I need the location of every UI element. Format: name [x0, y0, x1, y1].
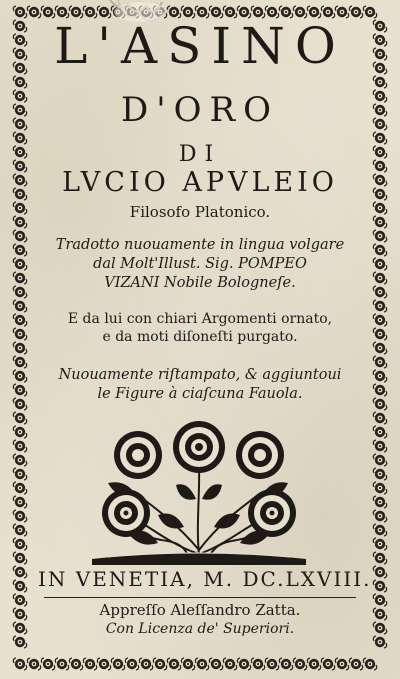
fleuron-ornament	[373, 188, 386, 200]
fleuron-ornament	[13, 272, 26, 284]
author-name: LVCIO APVLEIO	[62, 167, 338, 198]
fleuron-ornament	[373, 202, 386, 214]
fleuron-ornament	[373, 398, 386, 410]
author-subtitle: Filosofo Platonico.	[129, 203, 271, 221]
fleuron-ornament	[153, 658, 166, 670]
argument-line-2: e da moti diſoneſti purgato.	[102, 329, 298, 345]
fleuron-ornament	[13, 300, 26, 312]
fleuron-ornament	[139, 658, 152, 670]
fleuron-ornament	[13, 468, 26, 480]
fleuron-ornament	[13, 118, 26, 130]
fleuron-ornament	[13, 188, 26, 200]
fleuron-ornament	[13, 244, 26, 256]
fleuron-ornament	[13, 132, 26, 144]
fleuron-ornament	[373, 552, 386, 564]
fleuron-ornament	[111, 658, 124, 670]
fleuron-ornament	[13, 426, 26, 438]
fleuron-ornament	[373, 566, 386, 578]
fleuron-ornament	[349, 658, 362, 670]
fleuron-ornament	[265, 658, 278, 670]
fleuron-ornament	[373, 608, 386, 620]
fleuron-ornament	[373, 34, 386, 46]
fleuron-ornament	[13, 328, 26, 340]
fleuron-ornament	[373, 426, 386, 438]
fleuron-ornament	[373, 412, 386, 424]
fleuron-ornament	[13, 482, 26, 494]
fleuron-ornament	[373, 482, 386, 494]
translation-line-3: VIZANI Nobile Bologneſe.	[104, 275, 296, 291]
title-line-2: D'ORO	[121, 90, 279, 130]
fleuron-ornament	[363, 6, 376, 18]
fleuron-ornament	[363, 658, 376, 670]
fleuron-ornament	[373, 20, 386, 32]
translation-line-2: dal Molt'Illust. Sig. POMPEO	[93, 256, 307, 272]
fleuron-ornament	[373, 636, 386, 648]
fleuron-ornament	[293, 658, 306, 670]
fleuron-ornament	[69, 658, 82, 670]
city-and-date: IN VENETIA, M. DC.LXVIII.	[38, 567, 372, 591]
fleuron-ornament	[13, 216, 26, 228]
fleuron-ornament	[13, 412, 26, 424]
fleuron-ornament	[373, 160, 386, 172]
fleuron-ornament	[373, 286, 386, 298]
fleuron-ornament	[13, 62, 26, 74]
fleuron-ornament	[13, 510, 26, 522]
fleuron-ornament	[13, 552, 26, 564]
fleuron-ornament	[13, 160, 26, 172]
fleuron-ornament	[195, 658, 208, 670]
title-line-3: DI	[178, 142, 222, 167]
fleuron-ornament	[335, 658, 348, 670]
fleuron-ornament	[373, 300, 386, 312]
fleuron-ornament	[13, 146, 26, 158]
fleuron-ornament	[13, 356, 26, 368]
fleuron-ornament	[373, 580, 386, 592]
fleuron-ornament	[13, 398, 26, 410]
fleuron-ornament	[373, 230, 386, 242]
fleuron-ornament	[125, 658, 138, 670]
fleuron-ornament	[209, 658, 222, 670]
fleuron-ornament	[373, 440, 386, 452]
fleuron-ornament	[13, 342, 26, 354]
fleuron-ornament	[373, 594, 386, 606]
fleuron-ornament	[373, 272, 386, 284]
translation-line-1: Tradotto nuouamente in lingua volgare	[55, 237, 345, 253]
fleuron-ornament	[373, 342, 386, 354]
fleuron-ornament	[13, 538, 26, 550]
fleuron-ornament	[97, 658, 110, 670]
fleuron-ornament	[373, 538, 386, 550]
fleuron-ornament	[373, 146, 386, 158]
fleuron-ornament	[13, 594, 26, 606]
fleuron-ornament	[373, 356, 386, 368]
title-line-1: L'ASINO	[54, 17, 346, 75]
fleuron-ornament	[373, 370, 386, 382]
fleuron-ornament	[223, 658, 236, 670]
fleuron-ornament	[13, 622, 26, 634]
fleuron-ornament	[13, 230, 26, 242]
fleuron-ornament	[13, 496, 26, 508]
fleuron-ornament	[373, 314, 386, 326]
publisher-line: Appreſſo Aleſſandro Zatta.	[99, 601, 301, 619]
fleuron-ornament	[13, 258, 26, 270]
fleuron-ornament	[321, 658, 334, 670]
fleuron-ornament	[13, 636, 26, 648]
fleuron-ornament	[13, 76, 26, 88]
fleuron-ornament	[373, 496, 386, 508]
fleuron-ornament	[13, 580, 26, 592]
fleuron-ornament	[373, 118, 386, 130]
fleuron-ornament	[55, 658, 68, 670]
fleuron-ornament	[13, 20, 26, 32]
fleuron-ornament	[373, 48, 386, 60]
fleuron-ornament	[373, 524, 386, 536]
fleuron-ornament	[27, 658, 40, 670]
fleuron-ornament	[373, 454, 386, 466]
fleuron-ornament	[373, 62, 386, 74]
reprint-line-2: le Figure à ciaſcuna Fauola.	[97, 386, 303, 402]
reprint-line-1: Nuouamente riſtampato, & aggiuntoui	[58, 367, 342, 383]
fleuron-ornament	[373, 76, 386, 88]
fleuron-ornament	[83, 658, 96, 670]
fleuron-ornament	[373, 468, 386, 480]
fleuron-ornament	[373, 244, 386, 256]
fleuron-ornament	[373, 384, 386, 396]
fleuron-ornament	[13, 370, 26, 382]
fleuron-ornament	[373, 104, 386, 116]
fleuron-ornament	[13, 608, 26, 620]
fleuron-ornament	[13, 202, 26, 214]
fleuron-ornament	[373, 132, 386, 144]
fleuron-ornament	[167, 658, 180, 670]
fleuron-ornament	[13, 440, 26, 452]
fleuron-ornament	[251, 658, 264, 670]
fleuron-ornament	[13, 6, 26, 18]
fleuron-ornament	[373, 90, 386, 102]
fleuron-ornament	[373, 216, 386, 228]
flower-bouquet-woodcut	[88, 415, 310, 567]
fleuron-ornament	[13, 524, 26, 536]
fleuron-ornament	[13, 314, 26, 326]
fleuron-ornament	[373, 328, 386, 340]
fleuron-ornament	[373, 510, 386, 522]
fleuron-ornament	[13, 48, 26, 60]
fleuron-ornament	[41, 658, 54, 670]
fleuron-ornament	[181, 658, 194, 670]
fleuron-ornament	[307, 658, 320, 670]
license-line: Con Licenza de' Superiori.	[105, 621, 295, 637]
fleuron-ornament	[13, 658, 26, 670]
argument-line-1: E da lui con chiari Argomenti ornato,	[67, 311, 333, 327]
fleuron-ornament	[13, 384, 26, 396]
fleuron-ornament	[373, 174, 386, 186]
imprint-rule	[44, 597, 356, 598]
fleuron-ornament	[13, 104, 26, 116]
fleuron-ornament	[13, 566, 26, 578]
fleuron-ornament	[13, 286, 26, 298]
fleuron-ornament	[279, 658, 292, 670]
fleuron-ornament	[237, 658, 250, 670]
fleuron-ornament	[13, 90, 26, 102]
fleuron-ornament	[13, 174, 26, 186]
fleuron-ornament	[373, 622, 386, 634]
fleuron-ornament	[373, 258, 386, 270]
fleuron-ornament	[13, 454, 26, 466]
fleuron-ornament	[13, 34, 26, 46]
